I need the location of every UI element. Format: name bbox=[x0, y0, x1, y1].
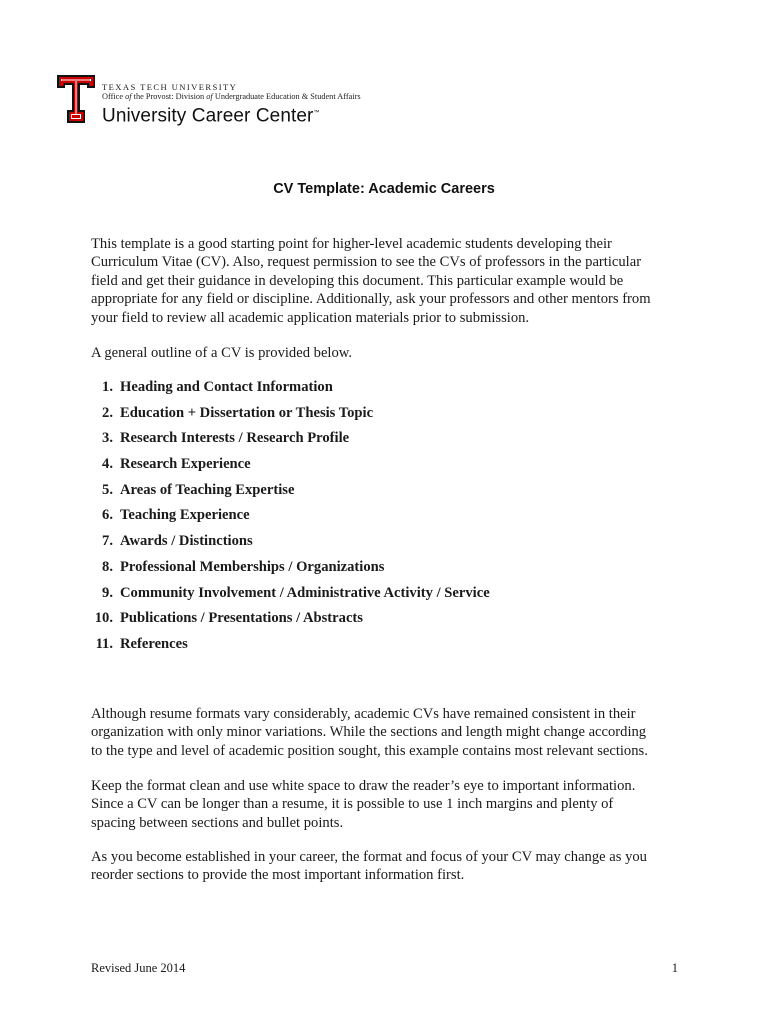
list-item: 7. Awards / Distinctions bbox=[102, 533, 253, 550]
outline-intro: A general outline of a CV is provided below. bbox=[91, 345, 353, 361]
list-item: 2. Education + Dissertation or Thesis Topic bbox=[102, 404, 374, 421]
university-name: TEXAS TECH UNIVERSITY bbox=[102, 82, 238, 92]
revised-date: Revised June 2014 bbox=[91, 961, 186, 975]
list-item: 11. References bbox=[95, 635, 188, 652]
list-item: 8. Professional Memberships / Organizations bbox=[102, 558, 385, 575]
logo-text bbox=[102, 74, 361, 127]
document-title: CV Template: Academic Careers bbox=[273, 181, 495, 197]
list-item: 4. Research Experience bbox=[102, 456, 251, 473]
office-line: Office of the Provost: Division of Undergraduate Education & Student Affairs bbox=[102, 92, 361, 101]
list-item: 6. Teaching Experience bbox=[102, 507, 250, 524]
double-t-logo-icon bbox=[56, 74, 96, 124]
list-item: 10. Publications / Presentations / Abstracts bbox=[94, 610, 363, 627]
career-center-name: University Career Center™ bbox=[102, 105, 320, 127]
university-logo bbox=[56, 74, 361, 127]
career-paragraph: As you become established in your career, the format and focus of your CV may change as you reorder sections to provide the most important information first. bbox=[91, 849, 647, 884]
whitespace-paragraph: Keep the format clean and use white space to draw the reader’s eye to important information. Since a CV can be longer than a resume, it is possible to use 1 inch margins and plenty of spacing between sections and bullet points. bbox=[91, 778, 636, 831]
list-item: 3. Research Interests / Research Profile bbox=[102, 430, 350, 447]
cv-outline-list bbox=[91, 377, 490, 660]
list-item: 1. Heading and Contact Information bbox=[102, 379, 333, 395]
intro-paragraph: This template is a good starting point for higher-level academic students developing their Curriculum Vitae (CV). Also, request permission to see the CVs of professors in the particular field and get their guidance in developing this document. This particular example would be appropriate for any field or discipline. Additionally, ask your professors and other mentors from your field to review all academic application materials prior to submission. bbox=[91, 236, 651, 326]
list-item: 5. Areas of Teaching Expertise bbox=[102, 481, 295, 498]
format-paragraph: Although resume formats vary considerably, academic CVs have remained consistent in their organization with only minor variations. While the sections and length might change according to the type and level of academic position sought, this example contains most relevant sections. bbox=[91, 706, 648, 759]
page-number: 1 bbox=[671, 961, 678, 975]
list-item: 9. Community Involvement / Administrative Activity / Service bbox=[102, 584, 490, 601]
